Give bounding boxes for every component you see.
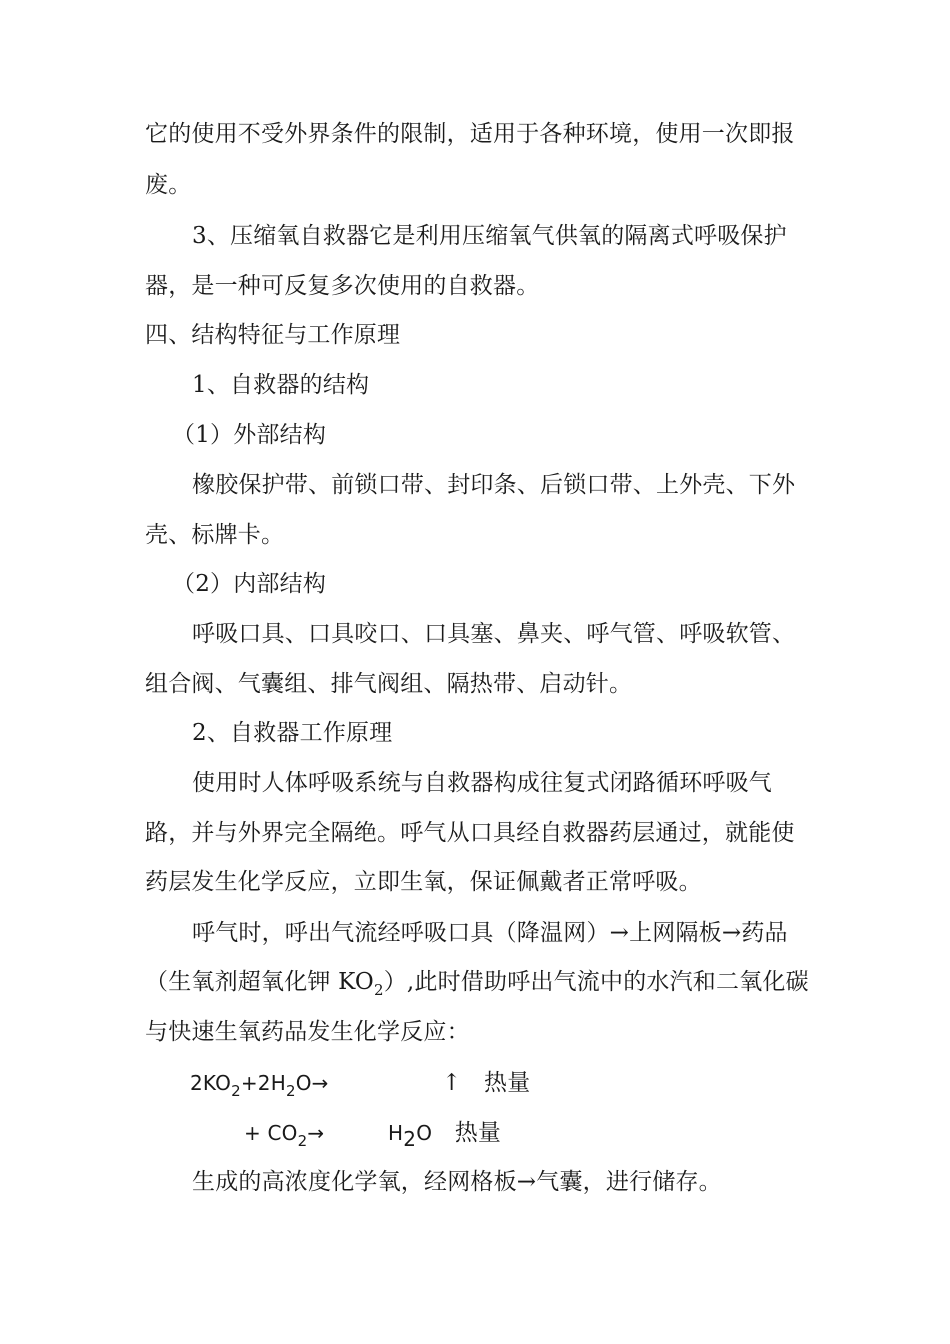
subscript: 2 bbox=[297, 1132, 308, 1150]
formula-run: + CO bbox=[244, 1121, 298, 1145]
paragraph-line: 3、压缩氧自救器它是利用压缩氧气供氧的隔离式呼吸保护 bbox=[192, 223, 787, 249]
paragraph-line: 呼气时，呼出气流经呼吸口具（降温网）→上网隔板→药品 bbox=[192, 920, 788, 946]
subsection-heading: 2、自救器工作原理 bbox=[192, 720, 393, 746]
subscript: 2 bbox=[403, 1127, 417, 1151]
formula-run: O bbox=[416, 1121, 433, 1145]
subscript: 2 bbox=[231, 1082, 241, 1100]
paragraph-line: 生成的高浓度化学氧，经网格板→气囊，进行储存。 bbox=[192, 1169, 722, 1195]
equation-right bbox=[442, 1068, 530, 1098]
subscript: 2 bbox=[285, 1082, 296, 1100]
heat-label: 热量 bbox=[454, 1120, 502, 1146]
formula-run: +2H bbox=[240, 1071, 286, 1095]
paragraph-line: 橡胶保护带、前锁口带、封印条、后锁口带、上外壳、下外 bbox=[192, 472, 796, 498]
paragraph-line bbox=[145, 967, 809, 997]
text-run: （生氧剂超氧化钾 KO bbox=[145, 969, 374, 995]
paragraph-line: 呼吸口具、口具咬口、口具塞、鼻夹、呼气管、呼吸软管、 bbox=[192, 621, 796, 647]
paragraph-line: 路，并与外界完全隔绝。呼气从口具经自救器药层通过，就能使 bbox=[145, 820, 795, 846]
paragraph-line: 废。 bbox=[145, 172, 192, 198]
heat-label: 热量 bbox=[484, 1070, 531, 1096]
paragraph-line: 壳、标牌卡。 bbox=[145, 522, 285, 548]
paragraph-line: 器，是一种可反复多次使用的自救器。 bbox=[145, 273, 540, 299]
subsubsection-heading: （1）外部结构 bbox=[172, 422, 327, 448]
paragraph-line: 组合阀、气囊组、排气阀组、隔热带、启动针。 bbox=[145, 671, 633, 697]
subsection-heading: 1、自救器的结构 bbox=[192, 372, 370, 398]
formula-run: 2KO bbox=[190, 1071, 232, 1095]
paragraph-line: 它的使用不受外界条件的限制，适用于各种环境，使用一次即报 bbox=[145, 121, 795, 147]
formula-run: → bbox=[307, 1121, 325, 1145]
equation-left bbox=[190, 1068, 329, 1098]
section-heading: 四、结构特征与工作原理 bbox=[145, 322, 401, 348]
equation-right bbox=[388, 1118, 502, 1151]
subscript: 2 bbox=[373, 981, 384, 999]
paragraph-line: 药层发生化学反应，立即生氧，保证佩戴者正常呼吸。 bbox=[145, 869, 702, 895]
paragraph-line: 与快速生氧药品发生化学反应： bbox=[145, 1019, 470, 1045]
formula-run: H bbox=[388, 1121, 404, 1145]
subsubsection-heading: （2）内部结构 bbox=[172, 571, 327, 597]
paragraph-line: 使用时人体呼吸系统与自救器构成往复式闭路循环呼吸气 bbox=[192, 770, 772, 796]
formula-run: O→ bbox=[295, 1071, 329, 1095]
equation-left bbox=[244, 1118, 324, 1148]
text-run: ）,此时借助呼出气流中的水汽和二氧化碳 bbox=[383, 969, 809, 995]
gas-arrow-icon: ↑ bbox=[442, 1070, 462, 1096]
